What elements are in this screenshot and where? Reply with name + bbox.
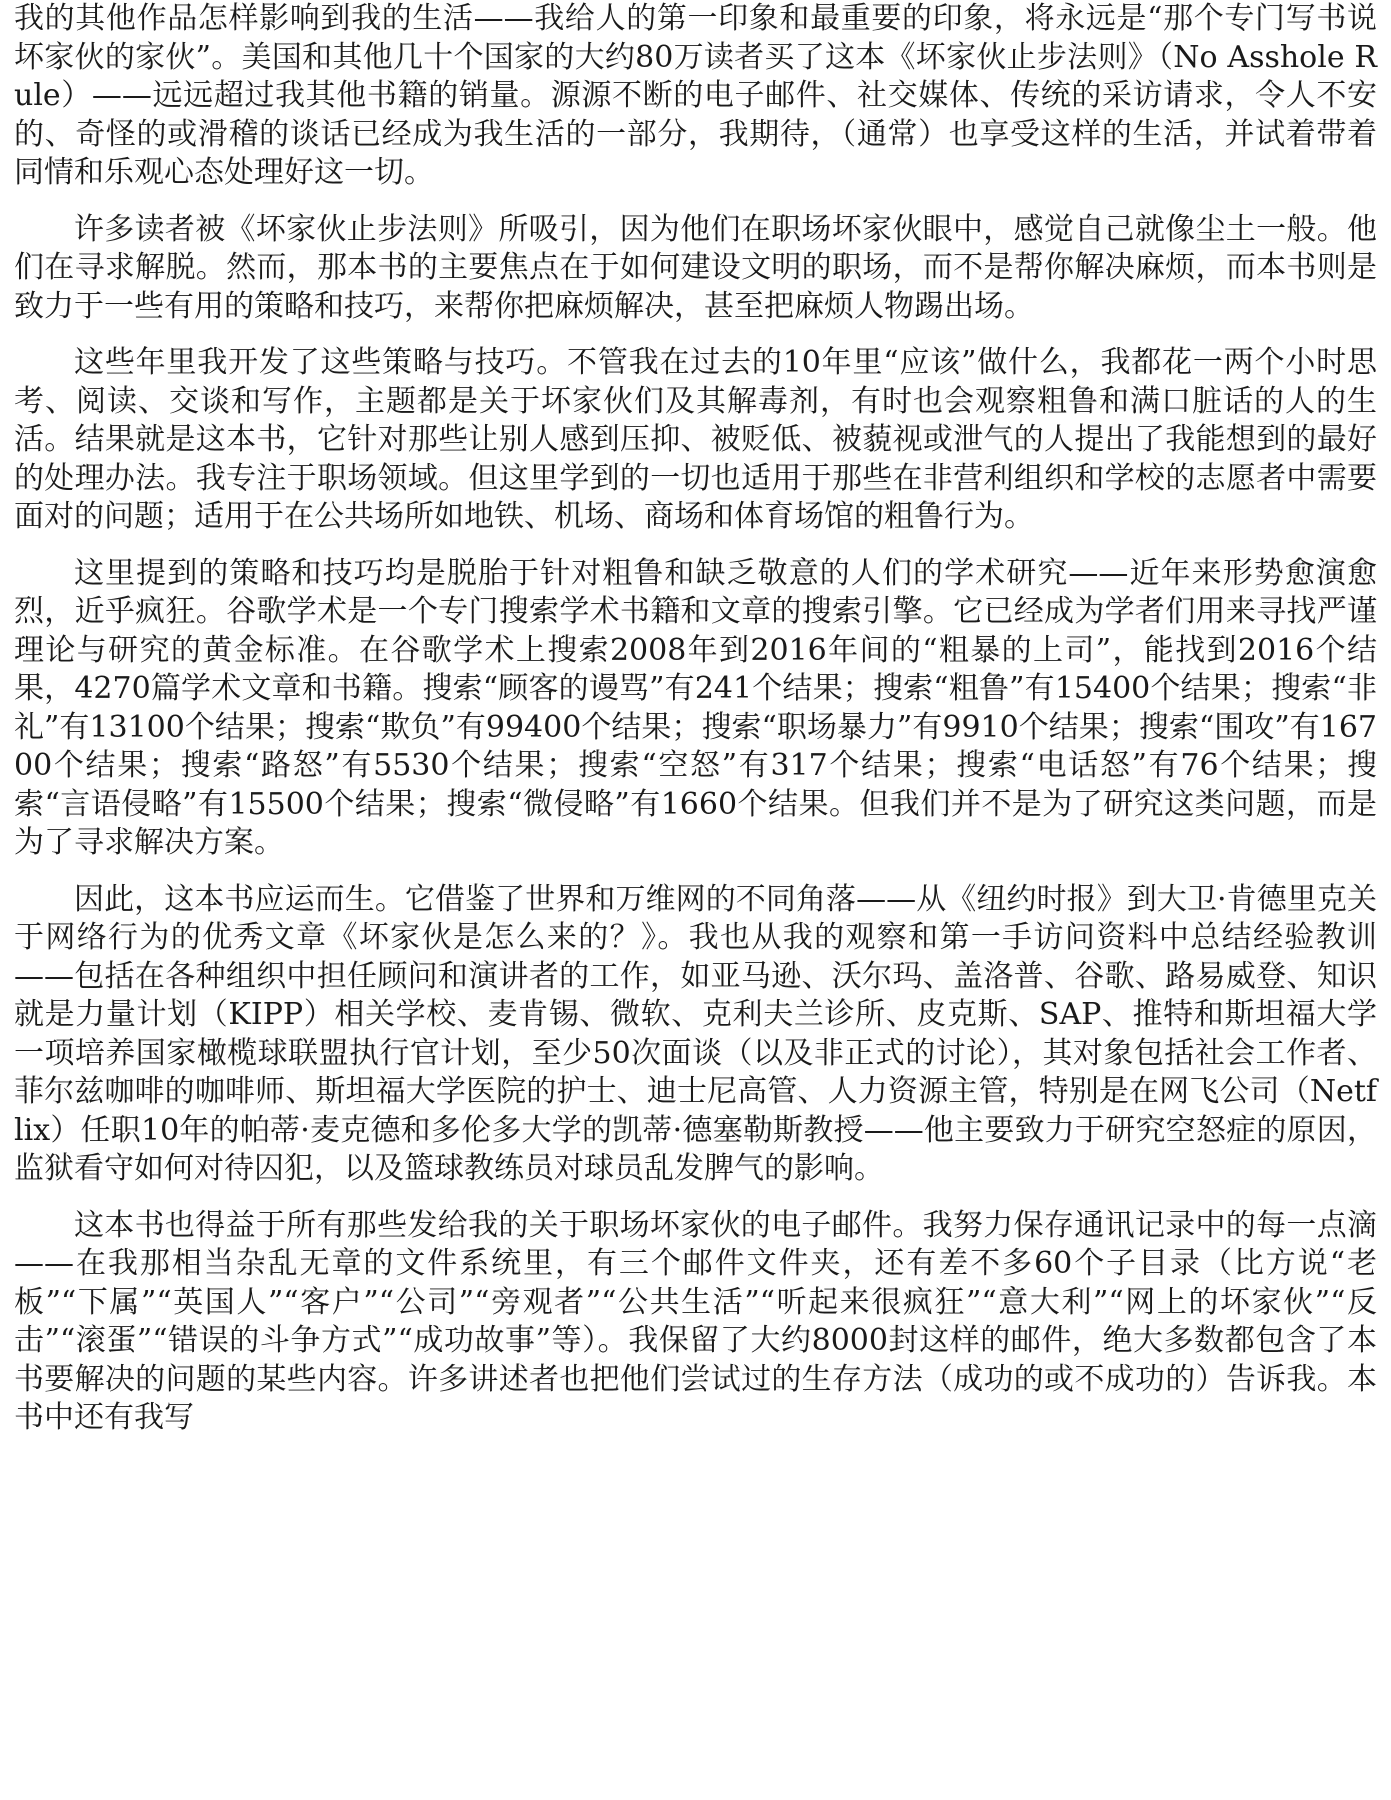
paragraph: 因此，这本书应运而生。它借鉴了世界和万维网的不同角落——从《纽约时报》到大卫·肯德里克关于网络行为的优秀文章《坏家伙是怎么来的？》。我也从我的观察和第一手访问资料中总结经验教训——包括在各种组织中担任顾问和演讲者的工作，如亚马逊、沃尔玛、盖洛普、谷歌、路易威登、知识就是力量计划（KIPP）相关学校、麦肯锡、微软、克利夫兰诊所、皮克斯、SAP、推特和斯坦福大学一项培养国家橄榄球联盟执行官计划，至少50次面谈（以及非正式的讨论），其对象包括社会工作者、菲尔兹咖啡的咖啡师、斯坦福大学医院的护士、迪士尼高管、人力资源主管，特别是在网飞公司（Netflix）任职10年的帕蒂·麦克德和多伦多大学的凯蒂·德塞勒斯教授——他主要致力于研究空怒症的原因，监狱看守如何对待囚犯，以及篮球教练员对球员乱发脾气的影响。 [14, 881, 1377, 1186]
paragraph: 这里提到的策略和技巧均是脱胎于针对粗鲁和缺乏敬意的人们的学术研究——近年来形势愈演愈烈，近乎疯狂。谷歌学术是一个专门搜索学术书籍和文章的搜索引擎。它已经成为学者们用来寻找严谨理论与研究的黄金标准。在谷歌学术上搜索2008年到2016年间的“粗暴的上司”，能找到2016个结果，4270篇学术文章和书籍。搜索“顾客的谩骂”有241个结果；搜索“粗鲁”有15400个结果；搜索“非礼”有13100个结果；搜索“欺负”有99400个结果；搜索“职场暴力”有9910个结果；搜索“围攻”有16700个结果；搜索“路怒”有5530个结果；搜索“空怒”有317个结果；搜索“电话怒”有76个结果；搜索“言语侵略”有15500个结果；搜索“微侵略”有1660个结果。但我们并不是为了研究这类问题，而是为了寻求解决方案。 [14, 555, 1377, 860]
paragraph: 我的其他作品怎样影响到我的生活——我给人的第一印象和最重要的印象，将永远是“那个专门写书说坏家伙的家伙”。美国和其他几十个国家的大约80万读者买了这本《坏家伙止步法则》（No Asshole Rule）——远远超过我其他书籍的销量。源源不断的电子邮件、社交媒体、传统的采访请求，令人不安的、奇怪的或滑稽的谈话已经成为我生活的一部分，我期待，（通常）也享受这样的生活，并试着带着同情和乐观心态处理好这一切。 [14, 1, 1377, 190]
paragraph: 许多读者被《坏家伙止步法则》所吸引，因为他们在职场坏家伙眼中，感觉自己就像尘土一般。他们在寻求解脱。然而，那本书的主要焦点在于如何建设文明的职场，而不是帮你解决麻烦，而本书则是致力于一些有用的策略和技巧，来帮你把麻烦解决，甚至把麻烦人物踢出场。 [14, 211, 1377, 324]
paragraph: 这本书也得益于所有那些发给我的关于职场坏家伙的电子邮件。我努力保存通讯记录中的每一点滴——在我那相当杂乱无章的文件系统里，有三个邮件文件夹，还有差不多60个子目录（比方说“老板”“下属”“英国人”“客户”“公司”“旁观者”“公共生活”“听起来很疯狂”“意大利”“网上的坏家伙”“反击”“滚蛋”“错误的斗争方式”“成功故事”等）。我保留了大约8000封这样的邮件，绝大多数都包含了本书要解决的问题的某些内容。许多讲述者也把他们尝试过的生存方法（成功的或不成功的）告诉我。本书中还有我写 [14, 1207, 1377, 1435]
paragraph: 这些年里我开发了这些策略与技巧。不管我在过去的10年里“应该”做什么，我都花一两个小时思考、阅读、交谈和写作，主题都是关于坏家伙们及其解毒剂，有时也会观察粗鲁和满口脏话的人的生活。结果就是这本书，它针对那些让别人感到压抑、被贬低、被藐视或泄气的人提出了我能想到的最好的处理办法。我专注于职场领域。但这里学到的一切也适用于那些在非营利组织和学校的志愿者中需要面对的问题；适用于在公共场所如地铁、机场、商场和体育场馆的粗鲁行为。 [14, 345, 1377, 534]
